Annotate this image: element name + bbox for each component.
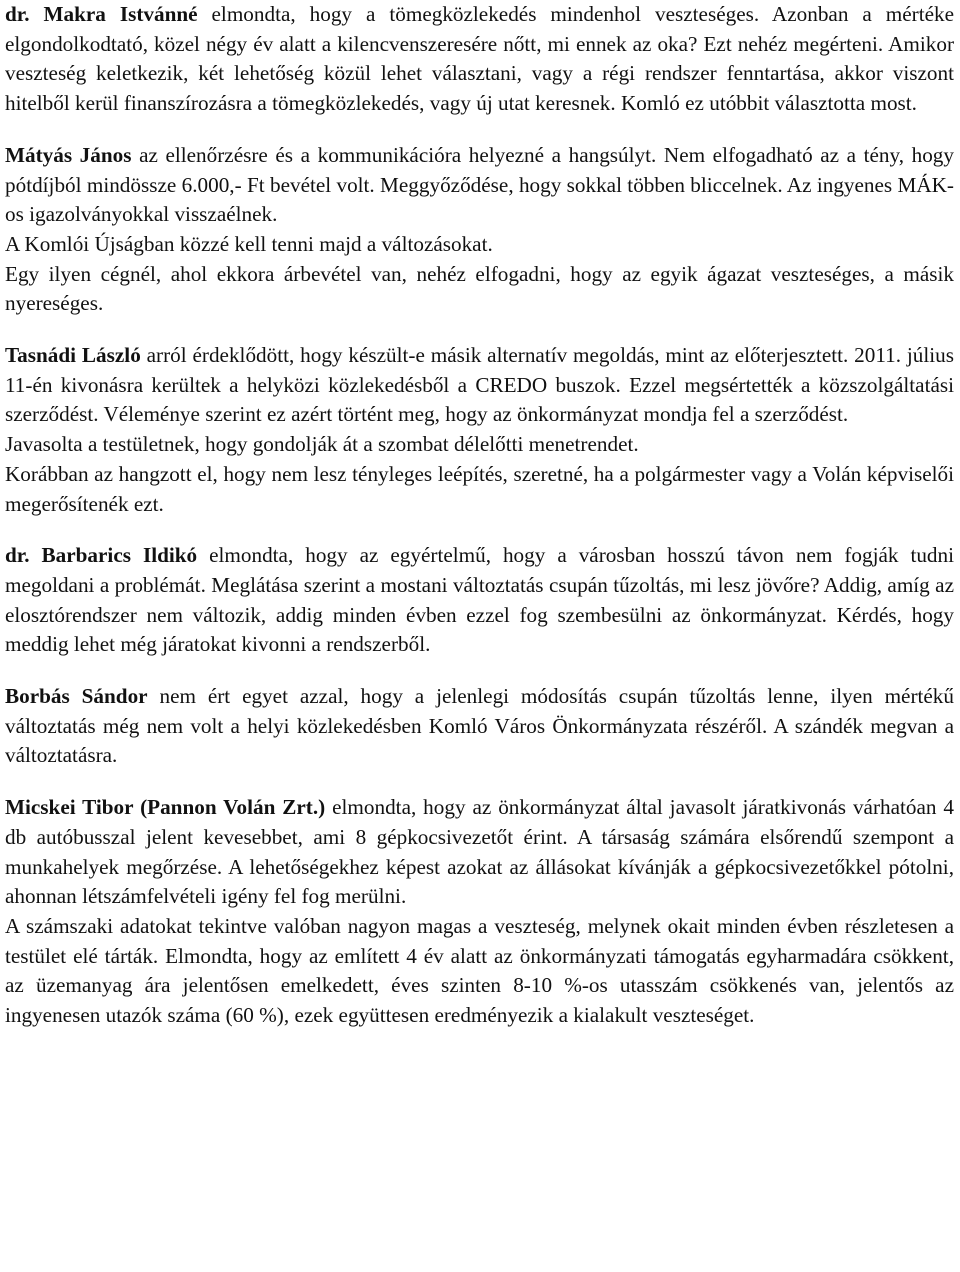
paragraph-text: arról érdeklődött, hogy készült-e másik alternatív megoldás, mint az előterjesztett. 2011. július 11-én kivonásra kerültek a helyközi közlekedésből a CREDO buszok. Ezzel megsértették a közszolgáltatási szerződést. Véleménye szerint ez azért történt meg, hogy az önkormányzat mondja fel a szerződést. bbox=[5, 343, 954, 427]
speaker-name: Micskei Tibor (Pannon Volán Zrt.) bbox=[5, 795, 326, 820]
paragraph-text: Egy ilyen cégnél, ahol ekkora árbevétel van, nehéz elfogadni, hogy az egyik ágazat veszteséges, a másik nyereséges. bbox=[5, 261, 954, 316]
paragraph-borbas bbox=[5, 682, 954, 771]
paragraph-text: nem ért egyet azzal, hogy a jelenlegi módosítás csupán tűzoltás lenne, ilyen mértékű változtatás még nem volt a helyi közlekedésben Komló Város Önkormányzata részéről. A szándék megvan a változtatásra. bbox=[5, 684, 954, 768]
speaker-name: Tasnádi László bbox=[5, 343, 141, 368]
speaker-name: dr. Makra Istvánné bbox=[5, 2, 198, 26]
paragraph-barbarics bbox=[5, 541, 954, 660]
speaker-name: Mátyás János bbox=[5, 142, 132, 167]
paragraph-text: elmondta, hogy a tömegközlekedés mindenhol veszteséges. Azonban a mértéke elgondolkodtató, közel négy év alatt a kilencvenszeresére nőtt, mi ennek az oka? Ezt nehéz megérteni. Amikor veszteség keletkezik, két lehetőség közül lehet választani, vagy a régi rendszer fenntartása, akkor viszont hitelből kerül finanszírozásra a tömegközlekedés, vagy új utat keresnek. Komló ez utóbbit választotta most. bbox=[5, 2, 954, 116]
paragraph-matyas bbox=[5, 141, 954, 230]
paragraph-gap bbox=[5, 519, 954, 541]
paragraph-komloi-ujsag bbox=[5, 230, 954, 260]
paragraph-text: A számszaki adatokat tekintve valóban nagyon magas a veszteség, melynek okait minden évben részletesen a testület elé tárták. Elmondta, hogy az említett 4 év alatt az önkormányzati támogatás egyharmadára csökkent, az üzemanyag ára jelentősen emelkedett, éves szinten 8-10 %-os utasszám csökkenés van, jelentős az ingyenesen utazók száma (60 %), ezek együttesen eredményezik a kialakult veszteséget. bbox=[5, 913, 954, 1028]
paragraph-gap bbox=[5, 319, 954, 341]
paragraph-text: elmondta, hogy az egyértelmű, hogy a városban hosszú távon nem fogják tudni megoldani a problémát. Meglátása szerint a mostani változtatás csupán tűzoltás, mi lesz jövőre? Addig, amíg az elosztórendszer nem változik, addig minden évben ezzel fog szembesülni az önkormányzat. Kérdés, hogy meddig lehet még járatokat kivonni a rendszerből. bbox=[5, 543, 955, 657]
paragraph-gap bbox=[5, 660, 954, 682]
paragraph-makra bbox=[5, 0, 954, 119]
paragraph-text: az ellenőrzésre és a kommunikációra helyezné a hangsúlyt. Nem elfogadható az a tény, hogy pótdíjból mindössze 6.000,- Ft bevétel volt. Meggyőződése, hogy sokkal többen bliccelnek. Az ingyenes MÁK-os igazolványokkal visszaélnek. bbox=[5, 142, 954, 227]
paragraph-text: Javasolta a testületnek, hogy gondolják át a szombat délelőtti menetrendet. bbox=[5, 432, 639, 457]
paragraph-leepites bbox=[5, 460, 954, 519]
paragraph-gap bbox=[5, 771, 954, 793]
paragraph-menetrend bbox=[5, 430, 954, 460]
paragraph-arbevetel bbox=[5, 260, 954, 319]
paragraph-text: A Komlói Újságban közzé kell tenni majd a változásokat. bbox=[5, 231, 493, 256]
speaker-name: Borbás Sándor bbox=[5, 684, 148, 709]
paragraph-tasnadi bbox=[5, 341, 954, 430]
speaker-name: dr. Barbarics Ildikó bbox=[5, 543, 198, 568]
paragraph-text: Korábban az hangzott el, hogy nem lesz tényleges leépítés, szeretné, ha a polgármester vagy a Volán képviselői megerősítenék ezt. bbox=[5, 461, 954, 516]
paragraph-micskei bbox=[5, 793, 954, 912]
paragraph-gap bbox=[5, 119, 954, 141]
paragraph-szamszaki bbox=[5, 912, 954, 1031]
paragraph-text: elmondta, hogy az önkormányzat által javasolt járatkivonás várhatóan 4 db autóbusszal jelent kevesebbet, ami 8 gépkocsivezetőt érint. A társaság számára elsőrendű szempont a munkahelyek megőrzése. A lehetőségekhez képest azokat az állásokat kívánják a gépkocsivezetőkkel pótolni, ahonnan létszámfelvételi igény fel fog merülni. bbox=[5, 795, 954, 909]
